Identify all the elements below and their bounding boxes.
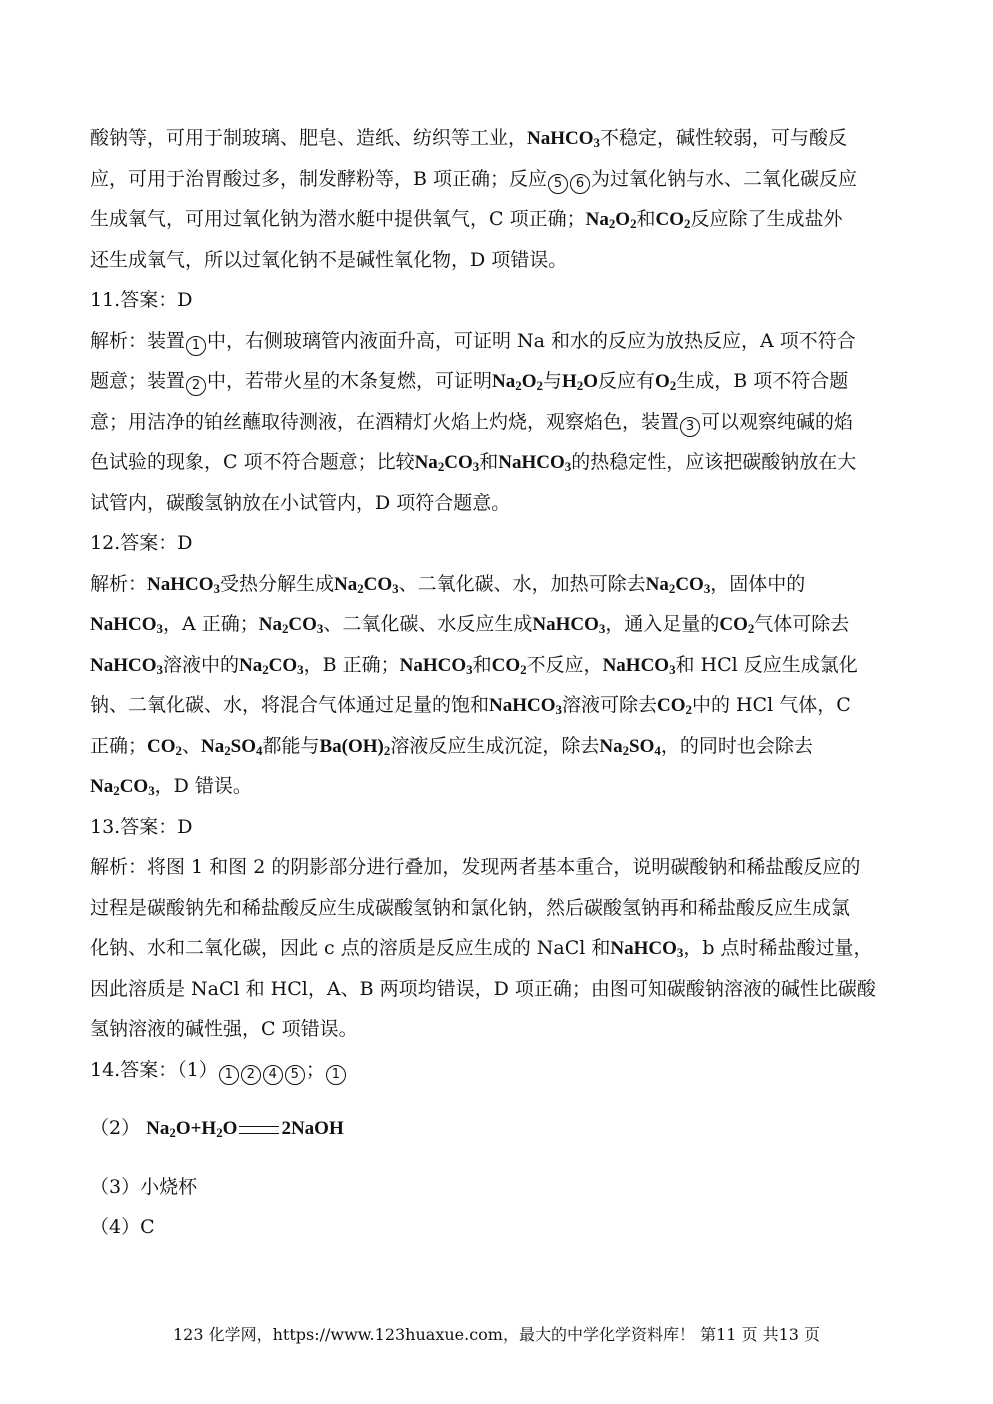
- answer-14: 14.答案：（1） 1 2 4 5 ； 1: [90, 1050, 905, 1091]
- circled-5: 5: [548, 174, 568, 194]
- text-line: 解析：装置 1 中，右侧玻璃管内液面升高，可证明 Na 和水的反应为放热反应，A 项不符合: [90, 321, 905, 362]
- text-line: 因此溶质是 NaCl 和 HCl，A、B 两项均错误，D 项正确；由图可知碳酸钠溶液的碱性比碳酸: [90, 977, 876, 1000]
- circled-2: 2: [186, 376, 206, 396]
- answer-14-2: （2） $Na_2O+H_2O$ 2NaOH: [90, 1117, 344, 1141]
- text-line: 题意；装置 2 中，若带火星的木条复燃，可证明$Na_2O_2$与$H_2O$反应有$O_2$生成，B 项不符合题: [90, 361, 905, 402]
- text-line: 试管内，碳酸氢钠放在小试管内，D 项符合题意。: [90, 491, 511, 514]
- text-line: 解析：NaHCO$_3$受热分解生成$Na_2CO_3$、二氧化碳、水，加热可除去$Na_2CO_3$，固体中的: [90, 572, 806, 596]
- text-line: NaHCO$_3$溶液中的$Na_2CO_3$，B 正确；NaHCO$_3$和$CO_2$不反应，NaHCO$_3$和 HCl 反应生成氯化: [90, 653, 858, 677]
- formula: $Na_2O_2$: [585, 209, 637, 232]
- equal-sign-icon: [239, 1126, 279, 1134]
- circled-1: 1: [186, 336, 206, 356]
- formula: NaHCO$_3$: [527, 128, 600, 151]
- answer-11: 11.答案：D: [90, 289, 193, 311]
- answer-14-3: （3）小烧杯: [90, 1175, 198, 1198]
- text-line: 色试验的现象，C 项不符合题意；比较$Na_2CO_3$和NaHCO$_3$的热稳定性，应该把碳酸钠放在大: [90, 451, 857, 475]
- answer-12: 12.答案：D: [90, 532, 193, 554]
- formula: $CO_2$: [655, 209, 691, 232]
- text-line: 生成氧气，可用过氧化钠为潜水艇中提供氧气，C 项正确；$Na_2O_2$和$CO_2$反应除了生成盐外: [90, 208, 843, 232]
- text-line: 还生成氧气，所以过氧化钠不是碱性氧化物，D 项错误。: [90, 248, 568, 271]
- text-line: 钠、二氧化碳、水，将混合气体通过足量的饱和NaHCO$_3$溶液可除去$CO_2$中的 HCl 气体，C: [90, 694, 851, 718]
- equation: $Na_2O+H_2O$ 2NaOH: [146, 1118, 344, 1141]
- answer-13: 13.答案：D: [90, 815, 193, 838]
- text-line: NaHCO$_3$，A 正确；$Na_2CO_3$、二氧化碳、水反应生成NaHCO$_3$，通入足量的$CO_2$气体可除去: [90, 613, 850, 637]
- text-line: 正确；$CO_2$、$Na_2SO_4$都能与$Ba(OH)_2$溶液反应生成沉淀，除去$Na_2SO_4$，的同时也会除去: [90, 734, 813, 758]
- circled-3: 3: [680, 417, 700, 437]
- page-footer: 123 化学网，https://www.123huaxue.com，最大的中学化学资料库！ 第11 页 共13 页: [172, 1325, 821, 1344]
- circled-6: 6: [570, 174, 590, 194]
- text-line: $Na_2CO_3$，D 错误。: [90, 775, 252, 799]
- text-line: 应，可用于治胃酸过多，制发酵粉等，B 项正确；反应 5 6 为过氧化钠与水、二氧化碳反应: [90, 159, 905, 200]
- answer-14-4: （4）C: [90, 1216, 155, 1238]
- document-body: [90, 118, 905, 1248]
- text-line: 氢钠溶液的碱性强，C 项错误。: [90, 1018, 358, 1040]
- text-line: 意；用洁净的铂丝蘸取待测液，在酒精灯火焰上灼烧，观察焰色，装置 3 可以观察纯碱的焰: [90, 402, 905, 443]
- text-line: 过程是碳酸钠先和稀盐酸反应生成碳酸氢钠和氯化钠，然后碳酸氢钠再和稀盐酸反应生成氯: [90, 896, 851, 919]
- text-line: 解析：将图 1 和图 2 的阴影部分进行叠加，发现两者基本重合，说明碳酸钠和稀盐酸反应的: [90, 856, 861, 878]
- text-line: 化钠、水和二氧化碳，因此 c 点的溶质是反应生成的 NaCl 和NaHCO$_3$，b 点时稀盐酸过量，: [90, 937, 873, 961]
- text-line: 酸钠等，可用于制玻璃、肥皂、造纸、纺织等工业，NaHCO$_3$不稳定，碱性较弱，可与酸反: [90, 127, 847, 151]
